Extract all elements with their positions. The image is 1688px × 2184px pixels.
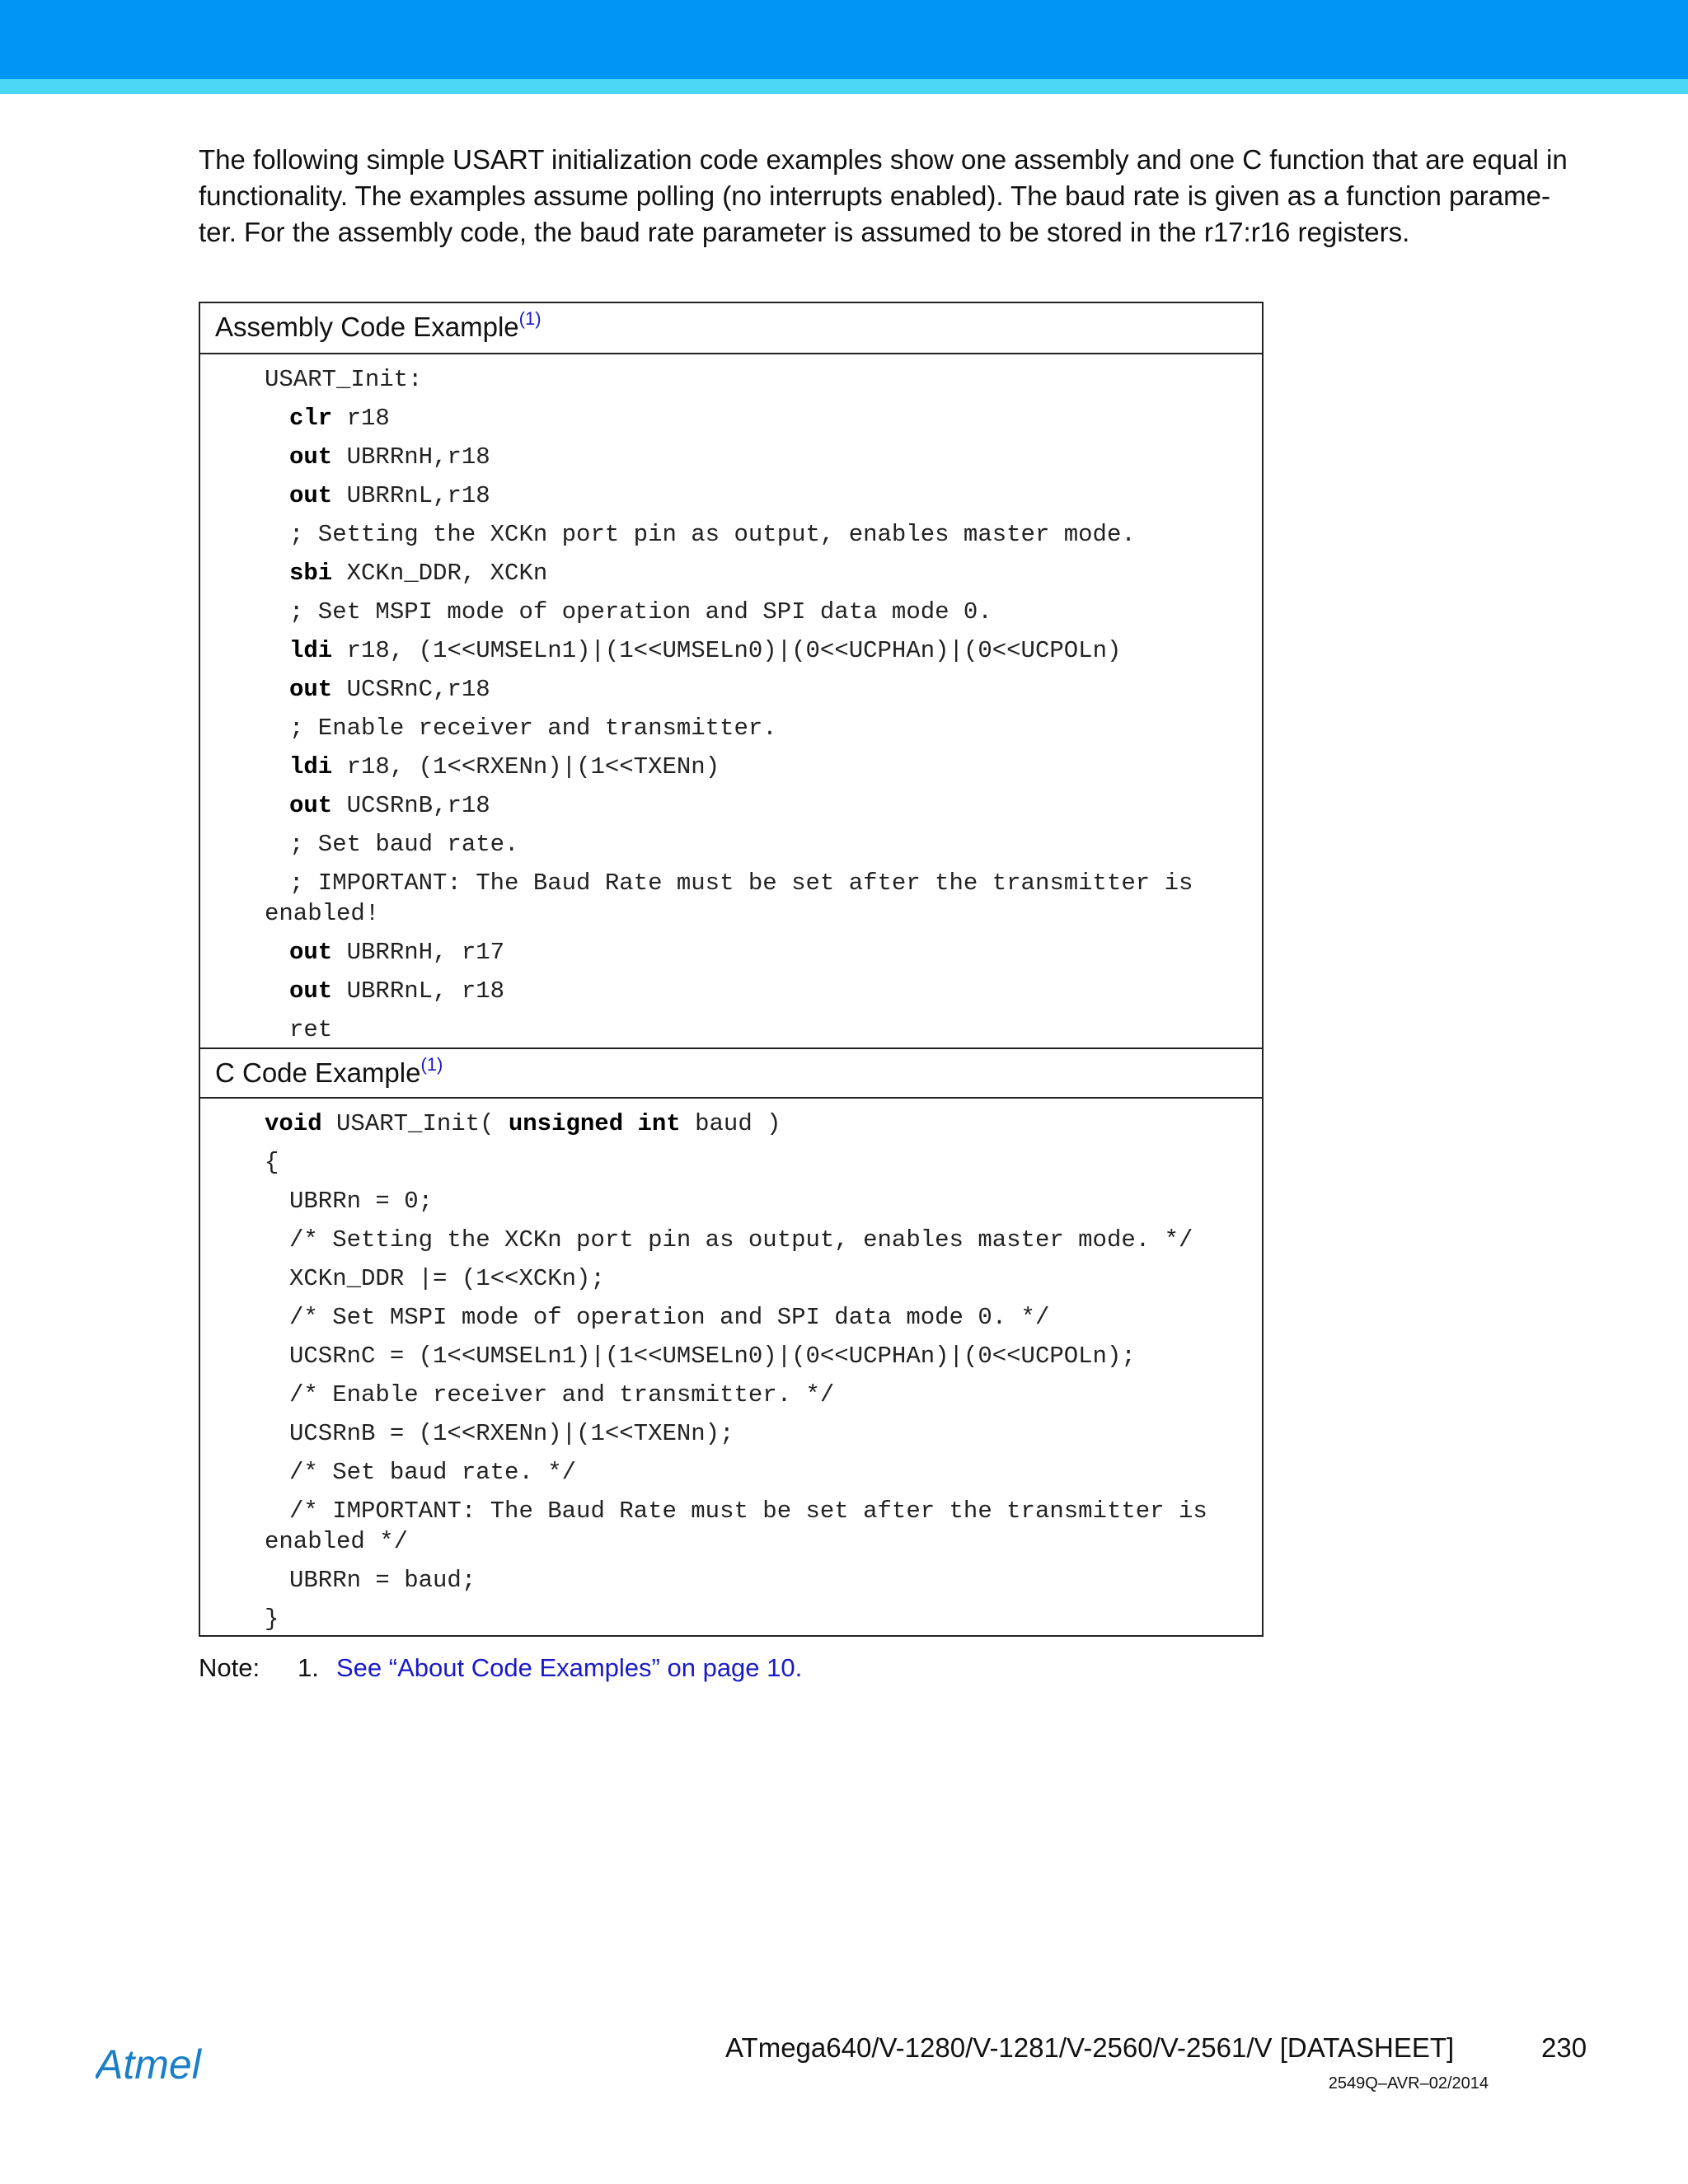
code-line: ret: [289, 1016, 333, 1043]
code-line: /* Setting the XCKn port pin as output, enables master mode. */: [289, 1226, 1193, 1254]
code-line: clr r18: [289, 405, 390, 432]
code-line: /* Enable receiver and transmitter. */: [289, 1381, 835, 1408]
code-line: out UCSRnB,r18: [289, 792, 490, 819]
code-line: out UBRRnL, r18: [289, 977, 505, 1005]
note-label: Note:: [199, 1653, 260, 1682]
intro-paragraph: [199, 142, 1592, 251]
document-code: 2549Q–AVR–02/2014: [1328, 2074, 1489, 2093]
svg-text:Atmel: Atmel: [96, 2042, 201, 2088]
code-line: UCSRnB = (1<<RXENn)|(1<<TXENn);: [289, 1420, 734, 1447]
code-line: ; Set MSPI mode of operation and SPI data mode 0.: [289, 598, 992, 626]
atmel-logo: [96, 2042, 237, 2088]
code-line: /* Set baud rate. */: [289, 1459, 577, 1486]
code-line: out UBRRnH,r18: [289, 443, 490, 471]
code-line: ; Enable receiver and transmitter.: [289, 715, 777, 742]
code-line: out UCSRnC,r18: [289, 676, 490, 703]
note-number: 1.: [298, 1653, 319, 1682]
code-line: XCKn_DDR |= (1<<XCKn);: [289, 1265, 605, 1292]
code-examples-link[interactable]: See “About Code Examples” on page 10.: [336, 1653, 803, 1682]
code-line: UBRRn = baud;: [289, 1567, 476, 1594]
code-line: ; Set baud rate.: [289, 831, 519, 858]
code-line: ; Setting the XCKn port pin as output, enables master mode.: [289, 521, 1136, 548]
assembly-heading: [200, 303, 1262, 354]
assembly-heading-text: Assembly Code Example: [215, 312, 519, 342]
header-stripe: [0, 79, 1688, 94]
code-line: UBRRn = 0;: [289, 1188, 434, 1215]
c-code-heading: [200, 1047, 1262, 1099]
code-line: /* IMPORTANT: The Baud Rate must be set after the transmitter is: [289, 1497, 1207, 1525]
c-code-heading-text: C Code Example: [215, 1057, 421, 1088]
code-line: ldi r18, (1<<RXENn)|(1<<TXENn): [289, 753, 720, 780]
code-example-table: [199, 302, 1264, 1637]
page-number: 230: [1541, 2032, 1587, 2063]
footnote-link[interactable]: (1): [518, 308, 542, 329]
code-line: out UBRRnL,r18: [289, 482, 490, 509]
code-line: }: [265, 1605, 279, 1633]
code-line: enabled!: [265, 900, 380, 927]
code-line: ldi r18, (1<<UMSELn1)|(1<<UMSELn0)|(0<<UCPHAn)|(0<<UCPOLn): [289, 637, 1122, 664]
code-line: {: [265, 1149, 279, 1176]
code-line: sbi XCKn_DDR, XCKn: [289, 560, 548, 587]
intro-line: ter. For the assembly code, the baud rate parameter is assumed to be stored in the r17:r16 registers.: [199, 217, 1410, 247]
code-line: /* Set MSPI mode of operation and SPI data mode 0. */: [289, 1304, 1050, 1331]
code-line: USART_Init:: [265, 366, 423, 393]
footnote-link[interactable]: (1): [420, 1054, 443, 1075]
document-title: ATmega640/V-1280/V-1281/V-2560/V-2561/V [DATASHEET]: [725, 2032, 1455, 2063]
code-line: ; IMPORTANT: The Baud Rate must be set after the transmitter is: [289, 869, 1193, 897]
intro-line: The following simple USART initialization code examples show one assembly and one C function that are equal in: [199, 144, 1568, 175]
code-line: out UBRRnH, r17: [289, 939, 505, 966]
intro-line: functionality. The examples assume polling (no interrupts enabled). The baud rate is given as a function parame-: [199, 180, 1550, 211]
code-line: enabled */: [265, 1528, 409, 1555]
code-line: UCSRnC = (1<<UMSELn1)|(1<<UMSELn0)|(0<<UCPHAn)|(0<<UCPOLn);: [289, 1343, 1136, 1370]
code-line: void USART_Init( unsigned int baud ): [265, 1110, 781, 1137]
header-bar: [0, 0, 1688, 79]
